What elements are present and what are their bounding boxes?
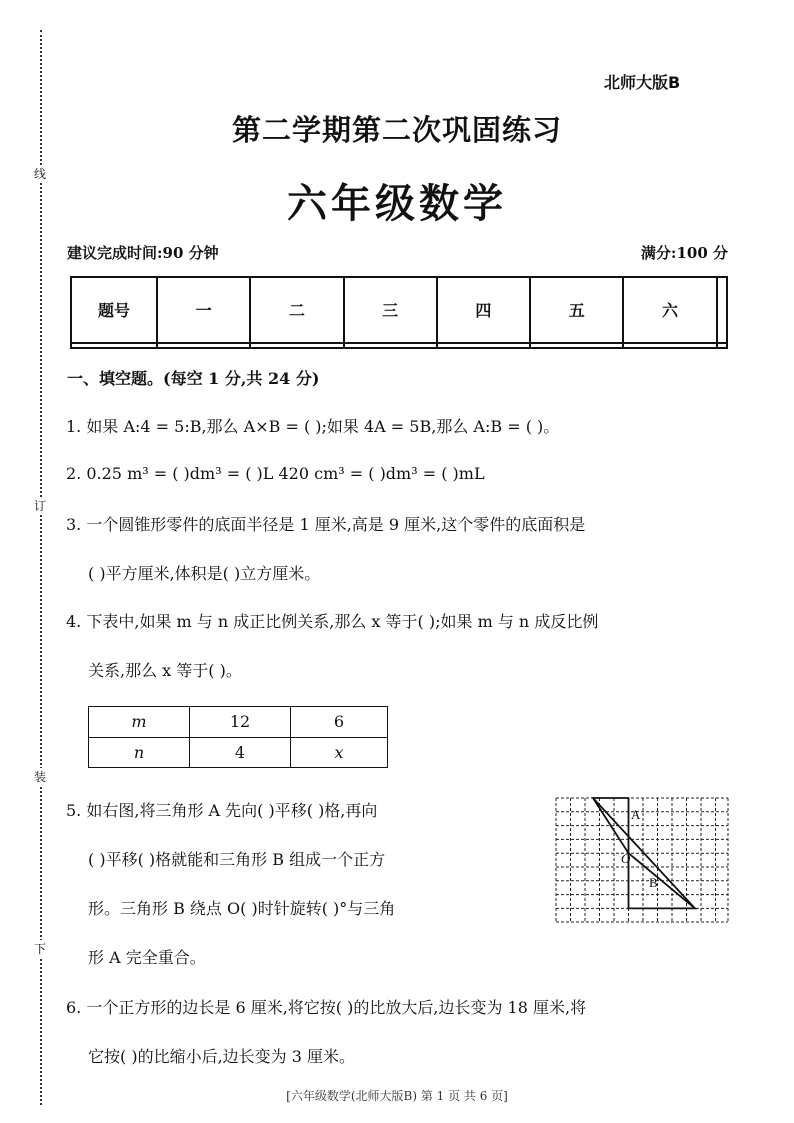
label-b: B [649,875,658,890]
score-header-cell: 二 [250,277,343,343]
score-header-cell: 六 [623,277,716,343]
score-cell[interactable] [157,343,250,348]
score-header-cell: 三 [344,277,437,343]
question-5-line-1: 5. 如右图,将三角形 A 先向( )平移( )格,再向 [66,801,378,820]
mn-cell: 12 [190,707,291,738]
question-3-line-1: 3. 一个圆锥形零件的底面半径是 1 厘米,高是 9 厘米,这个零件的底面积是 [66,515,586,534]
binding-mark-xia: 下 [31,940,49,958]
score-table-input-row [71,343,727,348]
grid-lines [556,798,728,922]
page-footer: [六年级数学(北师大版B) 第 1 页 共 6 页] [286,1089,508,1103]
score-cell[interactable] [623,343,716,348]
question-5-line-3: 形。三角形 B 绕点 O( )时针旋转( )°与三角 [88,899,396,918]
mn-cell: x [291,737,388,768]
full-score: 满分:100 分 [640,244,728,262]
label-a: A [631,807,641,822]
score-cell[interactable] [71,343,157,348]
mn-cell: 6 [291,707,388,738]
mn-cell: m [89,707,190,738]
question-5-line-2: ( )平移( )格就能和三角形 B 组成一个正方 [88,850,386,869]
score-header-cell: 五 [530,277,623,343]
triangle-grid-figure [555,797,729,923]
score-table-header-row [71,277,727,343]
score-cell[interactable] [717,343,727,348]
score-header-cell: 四 [437,277,530,343]
subject-title: 六年级数学 [287,181,507,227]
binding-mark-zhuang: 装 [31,768,49,786]
question-6-line-1: 6. 一个正方形的边长是 6 厘米,将它按( )的比放大后,边长变为 18 厘米,将 [66,998,587,1017]
page-title: 第二学期第二次巩固练习 [231,113,562,147]
question-5-line-4: 形 A 完全重合。 [88,948,206,967]
edition-label: 北师大版B [604,73,681,92]
mn-cell: 4 [190,737,291,768]
score-cell[interactable] [344,343,437,348]
label-o: O [621,851,631,866]
suggested-time: 建议完成时间:90 分钟 [67,244,219,262]
question-2: 2. 0.25 m³ = ( )dm³ = ( )L 420 cm³ = ( )dm³ = ( )mL [66,464,485,483]
binding-mark-xian: 线 [31,165,49,183]
score-cell[interactable] [437,343,530,348]
score-header-cell: 题号 [71,277,157,343]
mn-table [88,706,388,768]
score-header-cell [717,277,727,343]
mn-row-m [89,707,388,738]
question-6-line-2: 它按( )的比缩小后,边长变为 3 厘米。 [88,1047,356,1066]
binding-mark-ding: 订 [31,497,49,515]
score-cell[interactable] [530,343,623,348]
mn-cell: n [89,737,190,768]
question-1: 1. 如果 A:4 = 5:B,那么 A×B = ( );如果 4A = 5B,那么 A:B = ( )。 [66,417,560,436]
question-4-line-2: 关系,那么 x 等于( )。 [88,661,242,680]
score-cell[interactable] [250,343,343,348]
score-header-cell: 一 [157,277,250,343]
section-heading: 一、填空题。(每空 1 分,共 24 分) [67,369,320,388]
question-4-line-1: 4. 下表中,如果 m 与 n 成正比例关系,那么 x 等于( );如果 m 与 n 成反比例 [66,612,599,631]
question-3-line-2: ( )平方厘米,体积是( )立方厘米。 [88,564,321,583]
score-table [70,276,728,349]
mn-row-n [89,737,388,768]
